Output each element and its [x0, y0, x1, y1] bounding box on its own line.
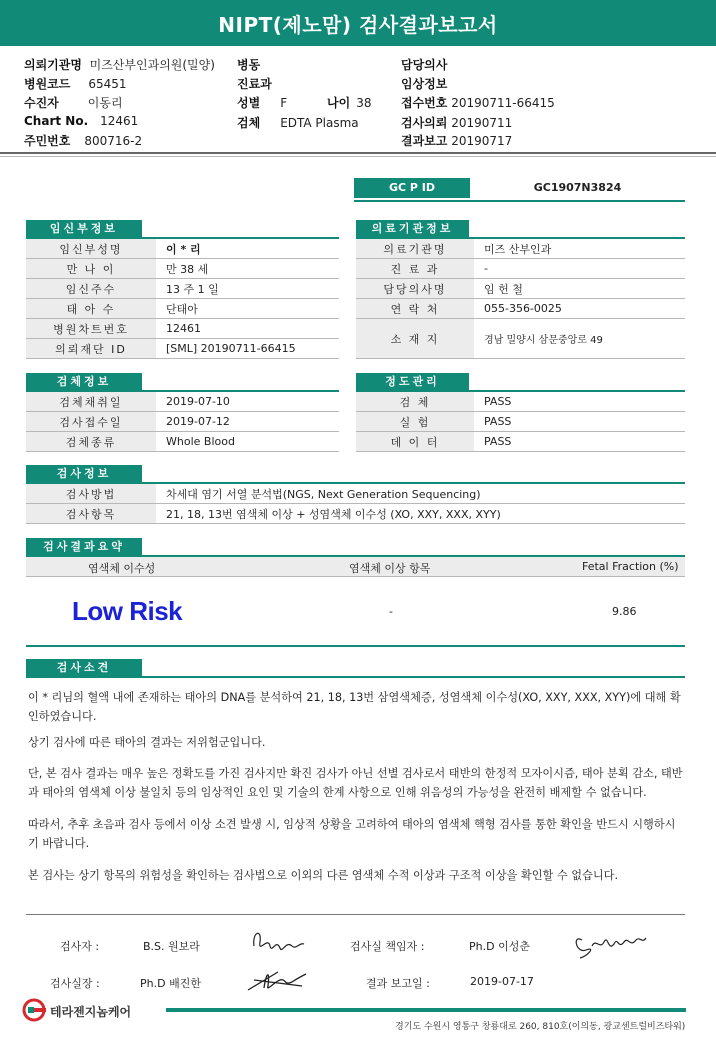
findings-p2: 상기 검사에 따른 태아의 결과는 저위험군입니다.: [28, 736, 266, 749]
section-findings-line: [26, 676, 685, 678]
gcpid-value: GC1907N3824: [533, 181, 622, 194]
row-label: 검체채취일: [26, 392, 156, 411]
company-logo-icon: [22, 998, 48, 1022]
director-name: Ph.D 배진한: [140, 977, 201, 990]
header-ward: 병동: [237, 58, 261, 72]
row-value: 이 * 리: [166, 242, 201, 256]
summary-col-fetal-fraction: Fetal Fraction (%): [582, 560, 679, 573]
company-name: 테라젠지놈케어: [50, 1005, 132, 1019]
row-label: 의뢰재단 ID: [26, 339, 156, 358]
result-fetal-fraction: 9.86: [612, 605, 637, 618]
row-label: 검사방법: [26, 484, 156, 503]
row-value: PASS: [484, 435, 512, 448]
row-label: 검 체: [356, 392, 474, 411]
summary-header: [26, 557, 685, 577]
specimen-row: [26, 432, 339, 452]
header-divider: [0, 152, 716, 154]
tester-signature: [248, 924, 308, 960]
row-label: 진 료 과: [356, 259, 474, 278]
row-label: 태 아 수: [26, 299, 156, 318]
section-test: 검사정보: [26, 465, 142, 482]
findings-p5: 본 검사는 상기 항목의 위험성을 확인하는 검사법으로 이외의 다른 염색체 수적 이상과 구조적 이상을 확인할 수 없습니다.: [28, 869, 619, 882]
result-abnormal: -: [389, 605, 393, 618]
pregnancy-table: [26, 239, 339, 359]
pregnancy-row: [26, 279, 339, 299]
findings-divider: [26, 914, 685, 915]
specimen-row: [26, 392, 339, 412]
header-doctor: 담당의사: [401, 58, 448, 72]
institution-row: [356, 299, 685, 319]
footer-teal-bar: [166, 1008, 686, 1012]
findings-p4: 따라서, 추후 초음파 검사 등에서 이상 소견 발생 시, 임상적 상황을 고려하여 태아의 염색체 핵형 검사를 통한 확인을 반드시 시행하시기 바랍니다.: [28, 818, 676, 850]
director-signature: [244, 960, 308, 996]
header-clinical: 임상정보: [401, 77, 448, 91]
row-value: PASS: [484, 395, 512, 408]
section-qc: 정도관리: [356, 373, 469, 390]
section-pregnancy: 임신부정보: [26, 220, 142, 237]
header-request: 검사의뢰 20190711: [401, 116, 513, 130]
row-value: PASS: [484, 415, 512, 428]
summary-col-abnormal: 염색체 이상 항목: [349, 562, 431, 575]
row-value: 임 헌 철: [484, 282, 523, 296]
header-id: 주민번호 800716-2: [24, 134, 143, 148]
row-value: 단태아: [166, 302, 198, 316]
header-code: 병원코드 65451: [24, 77, 127, 91]
gcpid-box: [354, 178, 685, 202]
row-label: 임신주수: [26, 279, 156, 298]
header-chart: Chart No. 12461: [24, 114, 139, 128]
institution-row: [356, 259, 685, 279]
row-value: 21, 18, 13번 염색체 이상 + 성염색체 이수성 (XO, XXY, XXX, XYY): [166, 507, 501, 521]
row-value: 경남 밀양시 삼문중앙로 49: [484, 335, 603, 346]
row-label: 검사항목: [26, 504, 156, 523]
qc-row: [356, 432, 685, 452]
report-title: NIPT(제노맘) 검사결과보고서: [0, 0, 716, 46]
findings-p1: 이 * 리님의 혈액 내에 존재하는 태아의 DNA를 분석하여 21, 18, 13번 삼염색체증, 성염색체 이수성(XO, XXY, XXX, XYY)에 대해 확인하였습니다.: [28, 691, 681, 723]
director-label: 검사실장 :: [50, 977, 100, 990]
header-specimen: 검체 EDTA Plasma: [237, 116, 359, 130]
header-recipient: 수진자 이동리: [24, 96, 123, 110]
header-hospital: 의뢰기관명 미즈산부인과의원(밀양): [24, 58, 215, 72]
specimen-row: [26, 412, 339, 432]
row-label: 소 재 지: [356, 319, 474, 358]
row-label: 검체종류: [26, 432, 156, 451]
row-label: 담당의사명: [356, 279, 474, 298]
row-value: 만 38 세: [166, 262, 209, 276]
pregnancy-row: [26, 259, 339, 279]
pregnancy-row: [26, 299, 339, 319]
row-label: 의료기관명: [356, 239, 474, 258]
institution-row: [356, 319, 685, 359]
row-value: 차세대 염기 서열 분석법(NGS, Next Generation Sequencing): [166, 487, 481, 501]
gcpid-label: GC P ID: [354, 178, 470, 198]
institution-row: [356, 279, 685, 299]
row-value: 13 주 1 일: [166, 282, 219, 296]
pregnancy-row: [26, 319, 339, 339]
row-value: 2019-07-12: [166, 415, 230, 428]
section-specimen: 검체정보: [26, 373, 142, 390]
specimen-table: [26, 392, 339, 452]
row-label: 검사접수일: [26, 412, 156, 431]
tester-label: 검사자 :: [60, 940, 100, 953]
qc-row: [356, 412, 685, 432]
row-value: 055-356-0025: [484, 302, 562, 315]
institution-row: [356, 239, 685, 259]
test-row: [26, 484, 685, 504]
report-date-value: 2019-07-17: [470, 975, 534, 988]
tester-name: B.S. 원보라: [143, 940, 200, 953]
result-low-risk: Low Risk: [72, 596, 183, 626]
row-label: 데 이 터: [356, 432, 474, 451]
lead-signature: [570, 924, 650, 962]
summary-col-aneuploidy: 염색체 이수성: [88, 562, 156, 575]
test-table: [26, 484, 685, 524]
qc-table: [356, 392, 685, 452]
report-date-label: 결과 보고일 :: [366, 977, 430, 990]
lead-name: Ph.D 이성춘: [469, 940, 530, 953]
row-value: Whole Blood: [166, 435, 235, 448]
header-dept: 진료과: [237, 77, 272, 91]
header-sex: 성별 F: [237, 96, 288, 110]
header-report: 결과보고 20190717: [401, 134, 513, 148]
section-institution: 의료기관정보: [356, 220, 469, 237]
row-label: 연 락 처: [356, 299, 474, 318]
header-age: 나이 38: [327, 96, 372, 110]
summary-bottom-line: [26, 645, 685, 647]
row-value: 2019-07-10: [166, 395, 230, 408]
qc-row: [356, 392, 685, 412]
row-label: 만 나 이: [26, 259, 156, 278]
row-label: 실 험: [356, 412, 474, 431]
pregnancy-row: [26, 339, 339, 359]
institution-table: [356, 239, 685, 359]
row-value: -: [484, 262, 488, 275]
company-address: 경기도 수원시 영통구 창룡대로 260, 810호(이의동, 광교센트럴비즈타워): [395, 1022, 686, 1032]
row-value: 미즈 산부인과: [484, 242, 552, 256]
header-divider-thin: [0, 156, 716, 157]
section-findings: 검사소견: [26, 659, 142, 676]
row-label: 병원차트번호: [26, 319, 156, 338]
section-summary: 검사결과요약: [26, 538, 142, 555]
row-value: [SML] 20190711-66415: [166, 342, 296, 355]
row-value: 12461: [166, 322, 201, 335]
row-label: 임신부성명: [26, 239, 156, 258]
findings-p3: 단, 본 검사 결과는 매우 높은 정확도를 가진 검사지만 확진 검사가 아닌 선별 검사로서 태반의 한정적 모자이시즘, 태아 분획 감소, 태반과 태아의 염색체 이상 불일치 등의 임상적인 요인 및 기술의 한계 사항으로 인해 위음성의 가능성을 완전히 배제할 수 없습니다.: [28, 767, 683, 799]
test-row: [26, 504, 685, 524]
header-receipt: 접수번호 20190711-66415: [401, 96, 555, 110]
pregnancy-row: [26, 239, 339, 259]
lead-label: 검사실 책임자 :: [350, 940, 425, 953]
